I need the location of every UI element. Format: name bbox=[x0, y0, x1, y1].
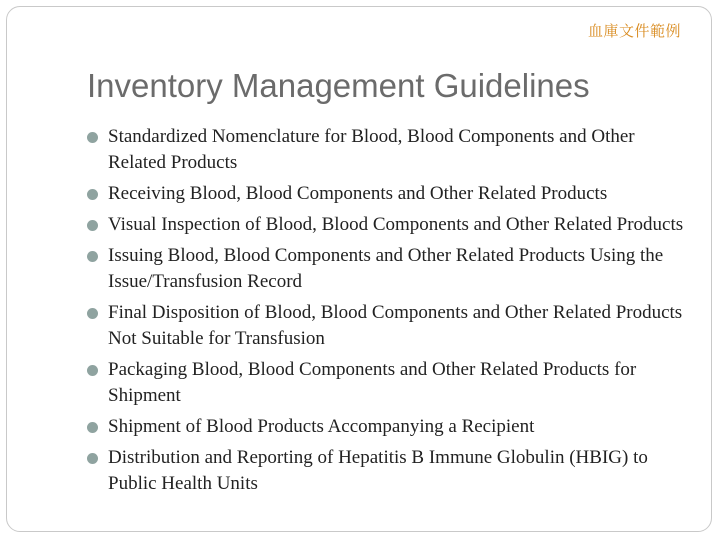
bullet-icon bbox=[87, 453, 98, 464]
list-item bbox=[87, 243, 687, 295]
list-item-text: Final Disposition of Blood, Blood Components and Other Related Products Not Suitable for Transfusion bbox=[108, 302, 683, 349]
bullet-icon bbox=[87, 220, 98, 231]
bullet-icon bbox=[87, 365, 98, 376]
list-item bbox=[87, 357, 687, 409]
bullet-list bbox=[87, 124, 687, 502]
list-item-text: Receiving Blood, Blood Components and Other Related Products bbox=[108, 183, 608, 204]
slide-frame bbox=[6, 6, 712, 532]
list-item-text: Shipment of Blood Products Accompanying a Recipient bbox=[108, 416, 535, 437]
bullet-icon bbox=[87, 189, 98, 200]
list-item-text: Issuing Blood, Blood Components and Other Related Products Using the Issue/Transfusion Record bbox=[108, 245, 664, 292]
bullet-icon bbox=[87, 132, 98, 143]
list-item-text: Distribution and Reporting of Hepatitis B Immune Globulin (HBIG) to Public Health Units bbox=[108, 447, 648, 494]
list-item bbox=[87, 212, 687, 238]
bullet-icon bbox=[87, 422, 98, 433]
list-item-text: Standardized Nomenclature for Blood, Blood Components and Other Related Products bbox=[108, 126, 635, 173]
bullet-icon bbox=[87, 308, 98, 319]
list-item bbox=[87, 445, 687, 497]
header-label: 血庫文件範例 bbox=[587, 22, 681, 40]
list-item bbox=[87, 300, 687, 352]
slide-title: Inventory Management Guidelines bbox=[87, 67, 590, 104]
list-item bbox=[87, 124, 687, 176]
bullet-icon bbox=[87, 251, 98, 262]
list-item bbox=[87, 414, 687, 440]
list-item-text: Packaging Blood, Blood Components and Other Related Products for Shipment bbox=[108, 359, 637, 406]
list-item bbox=[87, 181, 687, 207]
list-item-text: Visual Inspection of Blood, Blood Components and Other Related Products bbox=[108, 214, 684, 235]
